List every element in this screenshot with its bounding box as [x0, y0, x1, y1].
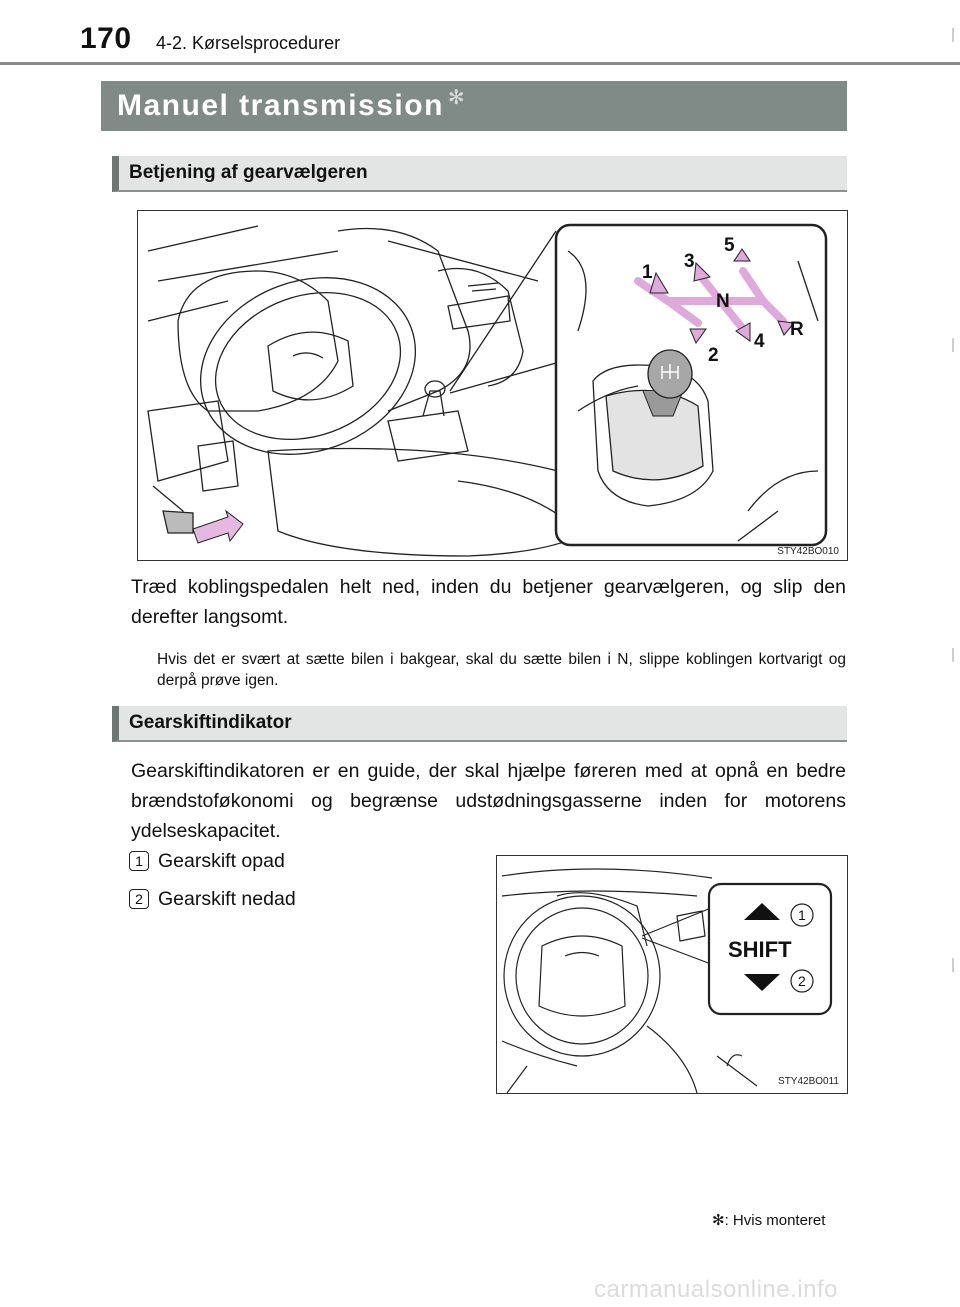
gear-selector-illustration: [138, 211, 847, 560]
shift-indicator-description: Gearskiftindikatoren er en guide, der skal hjælpe føreren med at opnå en bedre brændstoføkonomi og begrænse udstødningsgasserne inden for motorens ydelseskapacitet.: [131, 760, 846, 842]
item-label-shift-down: Gearskift nedad: [158, 888, 296, 910]
item-number-badge: 1: [129, 851, 149, 871]
page-number: 170: [80, 22, 132, 55]
section-heading-shift-indicator: Gearskiftindikator: [112, 706, 847, 742]
gear-label: 4: [754, 331, 765, 352]
footnote-marker: ✻: [712, 1212, 725, 1229]
footnote-text: : Hvis monteret: [724, 1212, 826, 1229]
margin-tick: [952, 338, 954, 352]
section-heading-gear-selector: Betjening af gearvælgeren: [112, 156, 847, 192]
optional-marker: ✻: [447, 87, 467, 109]
footnote: [712, 1211, 825, 1229]
gear-label: 2: [708, 345, 719, 366]
figure-code: STY42BO010: [777, 546, 839, 557]
figure-code: STY42BO011: [778, 1076, 839, 1087]
callout-number: 2: [798, 973, 806, 989]
chapter-title: 4-2. Kørselsprocedurer: [156, 33, 341, 53]
item-number-badge: 2: [129, 889, 149, 909]
shift-indicator-text: SHIFT: [728, 937, 792, 962]
clutch-instruction: Træd koblingspedalen helt ned, inden du betjener gearvælgeren, og slip den derefter langsomt.: [131, 576, 846, 628]
margin-tick: [952, 648, 954, 662]
gear-label: N: [716, 291, 730, 312]
reverse-gear-note: Hvis det er svært at sætte bilen i bakgear, skal du sætte bilen i N, slippe koblingen kortvarigt og derpå prøve igen.: [157, 651, 846, 689]
watermark: carmanualsonline.info: [594, 1276, 838, 1303]
gear-label: 1: [642, 262, 653, 283]
page-title: [101, 81, 847, 131]
gear-label: 3: [684, 251, 695, 272]
page-title-text: Manuel transmission: [117, 89, 444, 122]
gear-selector-figure: [137, 210, 848, 561]
shift-indicator-figure: [496, 855, 848, 1094]
gear-label: 5: [724, 235, 735, 256]
gear-label: R: [790, 319, 804, 340]
dashboard-illustration: [497, 856, 847, 1093]
margin-tick: [952, 28, 954, 42]
callout-number: 1: [798, 907, 806, 923]
margin-tick: [952, 958, 954, 972]
header-rule: [0, 62, 960, 65]
item-label-shift-up: Gearskift opad: [158, 850, 285, 872]
